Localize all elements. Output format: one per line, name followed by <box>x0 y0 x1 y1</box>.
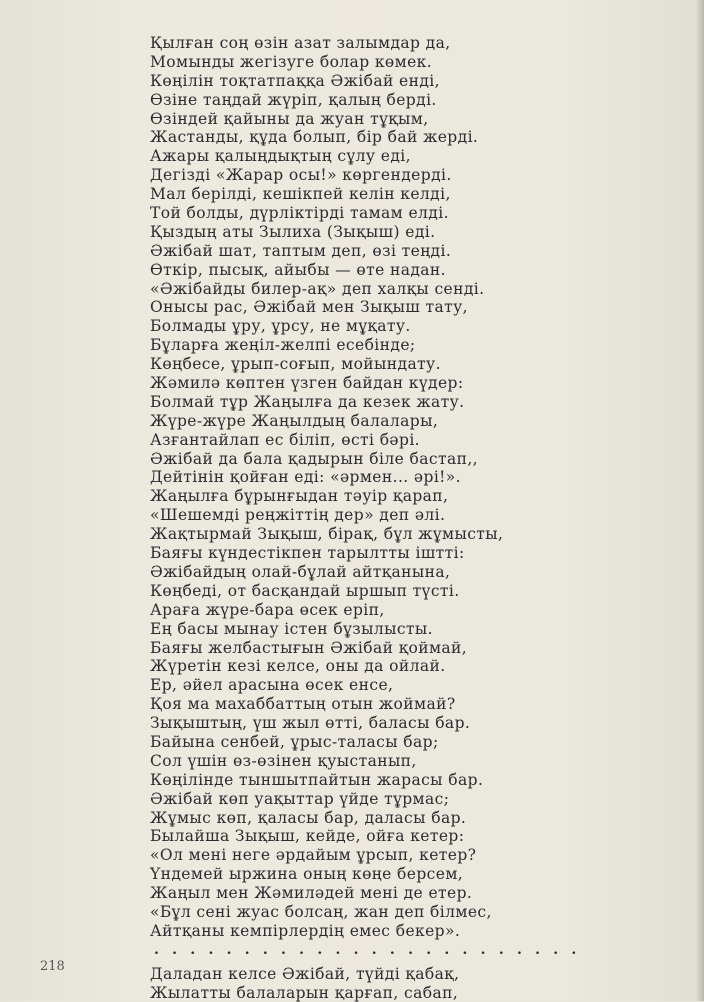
poem-line: Көңбесе, ұрып-соғып, мойындату. <box>150 355 441 374</box>
page-number: 218 <box>40 959 65 974</box>
page-edge-shadow <box>696 0 704 1001</box>
poem-stanza-top <box>150 34 550 941</box>
poem-line: Ажары қалыңдықтың сұлу еді, <box>150 147 411 166</box>
poem-line: Бұларға жеңіл-желпі есебінде; <box>150 336 416 355</box>
poem-line: Онысы рас, Әжібай мен Зықыш тату, <box>150 298 468 317</box>
poem-line: Өзіндей қайыны да жуан тұқым, <box>150 109 429 128</box>
poem-line: Өзіне таңдай жүріп, қалың берді. <box>150 90 437 109</box>
poem-line: Байына сенбей, ұрыс-таласы бар; <box>150 732 439 751</box>
poem-line: Көңілінде тыншытпайтын жарасы бар. <box>150 770 484 789</box>
poem-line: Баяғы күндестікпен тарылтты іштті: <box>150 544 465 563</box>
poem-line: Әжібай көп уақыттар үйде тұрмас; <box>150 789 450 808</box>
poem-line: Жақтырмай Зықыш, бірақ, бұл жұмысты, <box>150 525 504 544</box>
poem-line: Әжібай да бала қадырын біле бастап,, <box>150 449 478 468</box>
poem-stanza-bottom <box>150 965 550 1002</box>
poem-line: Дегізді «Жарар осы!» көргендерді. <box>150 166 452 185</box>
poem-line: Ең басы мынау істен бұзылысты. <box>150 619 433 638</box>
poem-line: «Шешемді реңжіттің дер» деп әлі. <box>150 506 446 525</box>
poem-line: Қылған соң өзін азат залымдар да, <box>150 34 451 52</box>
poem-line: Даладан келсе Әжібай, түйді қабақ, <box>150 964 460 983</box>
poem-line: Жүретін кезі келсе, оны да ойлай. <box>150 657 446 676</box>
poem-text <box>150 34 581 1002</box>
ellipsis-separator: . . . . . . . . . . . . . . . . . . . . . . . . <box>154 941 581 958</box>
poem-line: Жылатты балаларын қарғап, сабап, <box>150 983 459 1002</box>
poem-line: Үндемей ыржина оның көңе берсем, <box>150 865 464 884</box>
poem-line: Дейтінін қойған еді: «әрмен... әрі!». <box>150 468 462 487</box>
poem-line: «Әжібайды билер-ақ» деп халқы сенді. <box>150 279 485 298</box>
poem-line: Әжібайдың олай-бұлай айтқанына, <box>150 562 451 581</box>
poem-line: Жаңылға бұрынғыдан тәуір қарап, <box>150 487 449 506</box>
poem-line: «Ол мені неге әрдайым ұрсып, кетер? <box>150 846 477 865</box>
poem-line: Өткір, пысық, айыбы — өте надан. <box>150 260 446 279</box>
poem-line: Той болды, дүрліктірді тамам елді. <box>150 204 449 223</box>
poem-line: Сол үшін өз-өзінен қуыстанып, <box>150 751 417 770</box>
poem-line: Болмады ұру, ұрсу, не мұқату. <box>150 317 411 336</box>
poem-line: Жаңыл мен Жәмиләдей мені де етер. <box>150 884 473 903</box>
poem-line: Былайша Зықыш, кейде, ойға кетер: <box>150 827 465 846</box>
poem-line: Мал берілді, кешікпей келін келді, <box>150 185 451 204</box>
poem-line: Қоя ма махаббаттың отын жоймай? <box>150 695 456 714</box>
poem-line: Әжібай шат, таптым деп, өзі теңді. <box>150 241 452 260</box>
poem-line: Араға жүре-бара өсек еріп, <box>150 600 385 619</box>
poem-line: Зықыштың, үш жыл өтті, баласы бар. <box>150 714 471 733</box>
poem-line: Жастанды, құда болып, бір бай жерді. <box>150 128 479 147</box>
poem-line: Көңілін тоқтатпаққа Әжібай енді, <box>150 71 440 90</box>
poem-line: Азғантайлап ес біліп, өсті бәрі. <box>150 430 421 449</box>
poem-line: Айтқаны кемпірлердің емес бекер». <box>150 921 461 940</box>
poem-line: Момынды жегізуге болар көмек. <box>150 52 433 71</box>
poem-line: Жүре-жүре Жаңылдың балалары, <box>150 411 439 430</box>
poem-line: Жәмилә көптен үзген байдан күдер: <box>150 374 464 393</box>
poem-line: Ер, әйел арасына өсек енсе, <box>150 676 394 695</box>
poem-line: Баяғы желбастығын Әжібай қоймай, <box>150 638 468 657</box>
poem-line: Қыздың аты Зылиха (Зықыш) еді. <box>150 222 436 241</box>
poem-line: «Бұл сені жуас болсаң, жан деп білмес, <box>150 902 492 921</box>
poem-line: Болмай тұр Жаңылға да кезек жату. <box>150 392 465 411</box>
poem-line: Көңбеді, от басқандай ыршып түсті. <box>150 581 460 600</box>
poem-line: Жұмыс көп, қаласы бар, даласы бар. <box>150 808 467 827</box>
